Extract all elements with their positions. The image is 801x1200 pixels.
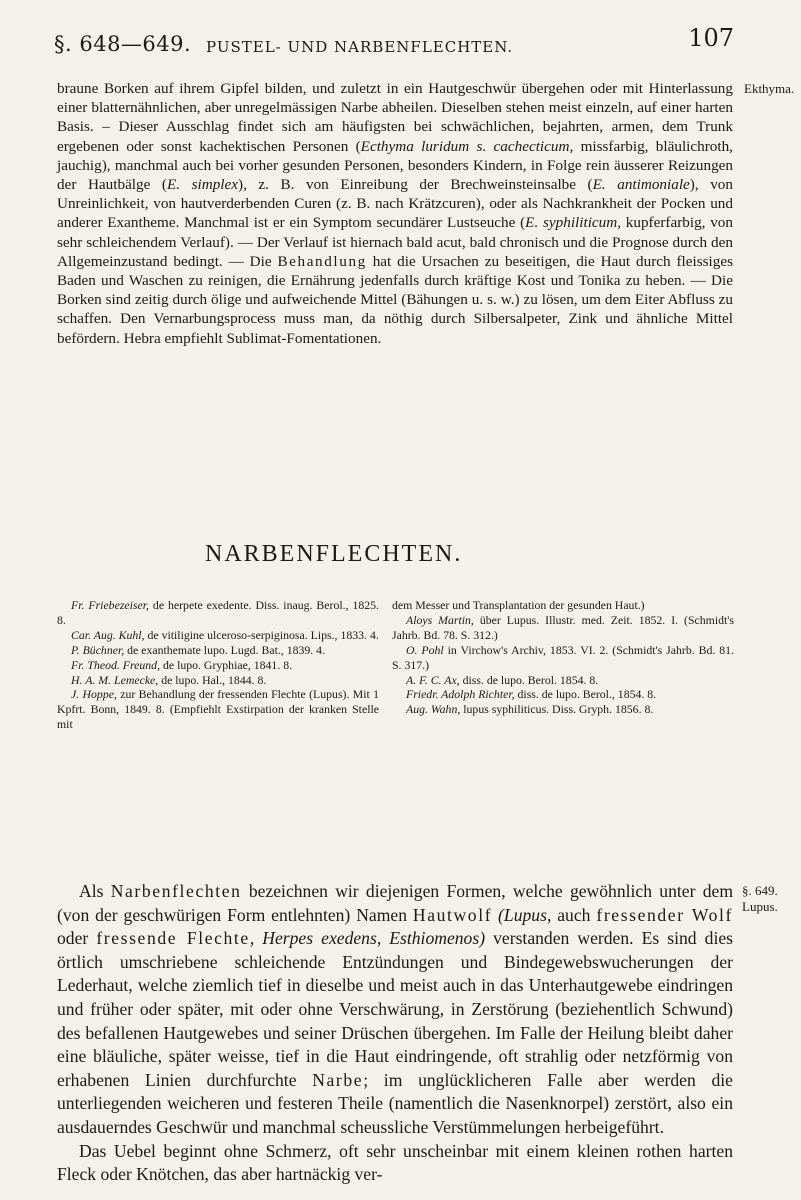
section-label: Lupus. (742, 899, 778, 914)
reference-entry: Aug. Wahn, lupus syphiliticus. Diss. Gryph. 1856. 8. (406, 702, 654, 717)
term: E. syphiliticum (525, 214, 618, 232)
emphasis: Narbe (312, 1069, 364, 1090)
term: E. simplex (166, 176, 239, 194)
running-title: PUSTEL- UND NARBENFLECHTEN. (206, 38, 514, 56)
reference-entry: H. A. M. Lemecke, de lupo. Hal., 1844. 8. (71, 672, 267, 687)
last-paragraph: Das Uebel beginnt ohne Schmerz, oft sehr unscheinbar mit einem kleinen rothen harten Fleck oder Knötchen, das aber hartnäckig ver- (57, 1140, 733, 1185)
reference-entry: O. Pohl in Virchow's Archiv, 1853. VI. 2. (Schmidt's Jahrb. Bd. 81. S. 317.) (392, 642, 734, 672)
reference-entry: Car. Aug. Kuhl, de vitiligine ulceroso-serpiginosa. Lips., 1833. 4. (71, 627, 379, 642)
margin-note-ekthyma: Ekthyma. (744, 81, 795, 96)
references-left-column (57, 598, 379, 732)
term: , Herpes exedens, Esthiomenos) (249, 928, 486, 949)
reference-entry: Fr. Friebezeiser, de herpete exedente. Diss. inaug. Berol., 1825. 8. (57, 598, 379, 627)
reference-entry: Fr. Theod. Freund, de lupo. Gryphiae, 1841. 8. (71, 657, 293, 672)
reference-entry: A. F. C. Ax, diss. de lupo. Berol. 1854. 8. (406, 672, 599, 687)
references-right-column (392, 598, 734, 717)
lupus-paragraph: Als Narbenflechten bezeichnen wir diejenigen Formen, welche gewöhnlich unter dem (von der geschwürigen Form entlehnten) Namen Hautwolf (Lupus, auch fressender Wolf oder fressende Flechte, Herpes exedens, Esthiomenos) verstanden werden. Es sind dies örtlich umschriebene schleichende Entzündungen und Bindegewebswucherungen der Lederhaut, welche ziemlich tief in dieselbe und meist auch in das Unterhautgewebe eindringen und früher oder später, mit oder ohne Verschwärung, in Zerstörung (beziehentlich Schwund) des befallenen Hautgewebes und seiner Drüschen übergehen. Im Falle der Heilung bleibt daher eine bläuliche, später weisse, tief in die Haut eindringende, oft strahlig oder netzförmig von erhabenen Linien durchfurchte Narbe; im unglücklicheren Falle aber werden die unterliegenden weicheren und festeren Theile (namentlich die Nasenknorpel) zerstört, also ein ausdauerndes Geschwür und manchmal scheussliche Verstümmelungen herbeigeführt. (57, 881, 734, 1137)
section-title: NARBENFLECHTEN. (205, 541, 463, 567)
reference-entry: Aloys Martin, über Lupus. Illustr. med. Zeit. 1852. I. (Schmidt's Jahrb. Bd. 78. S. 312.) (392, 612, 734, 642)
reference-entry: dem Messer und Transplantation der gesunden Haut.) (392, 598, 645, 612)
emphasis: fressender Wolf (596, 904, 733, 925)
emphasis: Hautwolf (412, 904, 493, 925)
lupus-text (57, 880, 733, 1187)
reference-entry: Friedr. Adolph Richter, diss. de lupo. Berol., 1854. 8. (406, 687, 657, 702)
emphasis: Narbenflechten (110, 881, 242, 901)
page-number: 107 (688, 24, 734, 52)
page-header (54, 24, 734, 62)
emphasis: Behandlung (277, 252, 367, 270)
margin-note-lupus (742, 883, 778, 915)
term: E. antimoniale (592, 176, 690, 194)
reference-entry: J. Hoppe, zur Behandlung der fressenden Flechte (Lupus). Mit 1 Kpfrt. Bonn, 1849. 8. (Empfiehlt Exstirpation der kranken Stelle mit (57, 687, 379, 732)
section-range: §. 648—649. (54, 32, 192, 56)
term: Ecthyma luridum s. cachecticum (360, 137, 570, 155)
section-number: §. 649. (742, 883, 778, 898)
reference-entry: P. Büchner, de exanthemate lupo. Lugd. Bat., 1839. 4. (71, 642, 326, 657)
emphasis: fressende Flechte (96, 928, 250, 949)
term: (Lupus (492, 904, 547, 925)
ekthyma-paragraph: braune Borken auf ihrem Gipfel bilden, und zuletzt in ein Hautgeschwür übergehen oder mit Hinterlassung einer blatternähnlichen, aber unregelmässigen Narbe abheilen. Dieselben stehen meist einzeln, auf einer harten Basis. – Dieser Ausschlag findet sich am häufigsten bei schwächlichen, bejahrten, armen, dem Trunk ergebenen oder sonst kachektischen Personen (Ecthyma luridum s. cachecticum, missfarbig, bläulichroth, jauchig), manchmal auch bei vorher gesunden Personen, besonders Kindern, in Folge rein äusserer Reizungen der Hautbälge (E. simplex), z. B. von Einreibung der Brechweinsteinsalbe (E. antimoniale), von Unreinlichkeit, von hautverderbenden Curen (z. B. nach Krätzcuren), oder als Nachkrankheit der Pocken und anderer Exantheme. Manchmal ist er ein Symptom secundärer Lustseuche (E. syphiliticum, kupferfarbig, von sehr schleichendem Verlauf). — Der Verlauf ist hiernach bald acut, bald chronisch und die Prognose durch den Allgemeinzustand bedingt. — Die Behandlung hat die Ursachen zu beseitigen, die Haut durch fleissiges Baden und Waschen zu reinigen, die Ernährung jedenfalls durch kräftige Kost und Tonika zu heben. — Die Borken sind zeitig durch ölige und aufweichende Mittel (Bähungen u. s. w.) zu lösen, um dem Eiter Abfluss zu schaffen. Den Vernarbungsprocess muss man, da nöthig durch Silbersalpeter, Zink und ähnliche Mittel befördern. Hebra empfiehlt Sublimat-Fomentationen. (57, 80, 733, 347)
